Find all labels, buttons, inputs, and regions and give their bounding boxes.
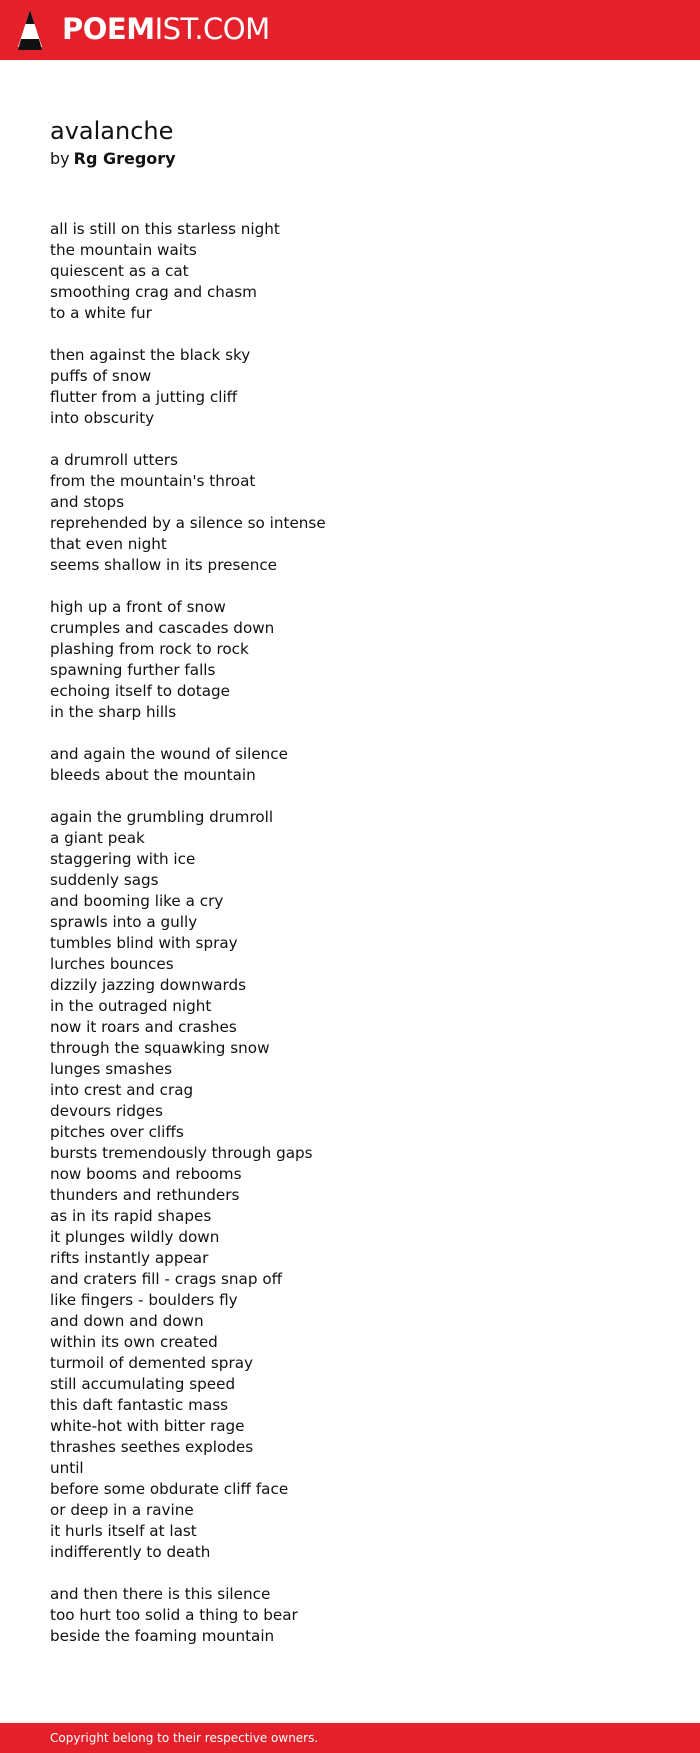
- poem-line: suddenly sags: [50, 871, 159, 889]
- poem-line: a drumroll utters: [50, 451, 178, 469]
- poem-line: now it roars and crashes: [50, 1018, 237, 1036]
- poem-line: thunders and rethunders: [50, 1186, 240, 1204]
- poem-line: turmoil of demented spray: [50, 1354, 253, 1372]
- poem-stanza: [50, 1584, 650, 1647]
- poem-line: seems shallow in its presence: [50, 556, 278, 574]
- poem-line: then against the black sky: [50, 346, 251, 364]
- poem-line: pitches over cliffs: [50, 1123, 184, 1141]
- poem-stanza: [50, 807, 650, 1563]
- poem-stanza: [50, 744, 650, 786]
- copyright-text: Copyright belong to their respective owners.: [50, 1731, 319, 1745]
- poem-line: until: [50, 1459, 84, 1477]
- poem-line: indifferently to death: [50, 1543, 211, 1561]
- poem-line: puffs of snow: [50, 367, 152, 385]
- poem-line: it plunges wildly down: [50, 1228, 220, 1246]
- poem-line: plashing from rock to rock: [50, 640, 249, 658]
- by-label: by: [50, 149, 70, 168]
- poem-line: echoing itself to dotage: [50, 682, 231, 700]
- poem-line: thrashes seethes explodes: [50, 1438, 254, 1456]
- poem-line: white-hot with bitter rage: [50, 1417, 245, 1435]
- poem-line: into obscurity: [50, 409, 155, 427]
- poem-line: devours ridges: [50, 1102, 163, 1120]
- poem-title: avalanche: [50, 117, 174, 145]
- poem-line: and booming like a cry: [50, 892, 224, 910]
- poem-stanza: [50, 450, 650, 576]
- poem-body: [50, 219, 650, 1668]
- poem-line: staggering with ice: [50, 850, 196, 868]
- pencil-tip-icon[interactable]: [17, 9, 43, 51]
- poem-line: and again the wound of silence: [50, 745, 288, 763]
- logo-text-light: IST.COM: [154, 12, 270, 46]
- poem-line: reprehended by a silence so intense: [50, 514, 326, 532]
- poem-line: high up a front of snow: [50, 598, 226, 616]
- poem-line: it hurls itself at last: [50, 1522, 197, 1540]
- poem-line: and craters fill - crags snap off: [50, 1270, 283, 1288]
- poem-line: lunges smashes: [50, 1060, 173, 1078]
- poem-line: through the squawking snow: [50, 1039, 270, 1057]
- poem-line: flutter from a jutting cliff: [50, 388, 238, 406]
- site-footer: [0, 1723, 700, 1753]
- poem-line: this daft fantastic mass: [50, 1396, 229, 1414]
- author-name: Rg Gregory: [73, 149, 176, 168]
- poem-line: still accumulating speed: [50, 1375, 236, 1393]
- byline: [50, 147, 176, 171]
- poem-line: bleeds about the mountain: [50, 766, 256, 784]
- poem-line: or deep in a ravine: [50, 1501, 194, 1519]
- site-header: [0, 0, 700, 60]
- poem-line: and stops: [50, 493, 125, 511]
- poem-line: and then there is this silence: [50, 1585, 271, 1603]
- poem-line: rifts instantly appear: [50, 1249, 209, 1267]
- poem-line: tumbles blind with spray: [50, 934, 238, 952]
- poem-line: bursts tremendously through gaps: [50, 1144, 313, 1162]
- poem-line: lurches bounces: [50, 955, 174, 973]
- poem-line: now booms and rebooms: [50, 1165, 242, 1183]
- poem-stanza: [50, 219, 650, 324]
- poem-line: quiescent as a cat: [50, 262, 189, 280]
- poem-line: smoothing crag and chasm: [50, 283, 257, 301]
- poem-line: to a white fur: [50, 304, 152, 322]
- poem-line: all is still on this starless night: [50, 220, 280, 238]
- poem-line: crumples and cascades down: [50, 619, 275, 637]
- poem-line: from the mountain's throat: [50, 472, 256, 490]
- poem-line: again the grumbling drumroll: [50, 808, 274, 826]
- poem-line: spawning further falls: [50, 661, 216, 679]
- poem-line: within its own created: [50, 1333, 218, 1351]
- poem-line: dizzily jazzing downwards: [50, 976, 247, 994]
- poem-line: like fingers - boulders fly: [50, 1291, 238, 1309]
- poem-line: into crest and crag: [50, 1081, 194, 1099]
- poem-line: beside the foaming mountain: [50, 1627, 275, 1645]
- logo-text-bold: POEM: [62, 12, 155, 46]
- poem-line: the mountain waits: [50, 241, 197, 259]
- site-logo[interactable]: [62, 11, 270, 47]
- poem-line: and down and down: [50, 1312, 204, 1330]
- poem-stanza: [50, 345, 650, 429]
- poem-line: in the sharp hills: [50, 703, 177, 721]
- poem-stanza: [50, 597, 650, 723]
- poem-line: a giant peak: [50, 829, 145, 847]
- poem-line: as in its rapid shapes: [50, 1207, 212, 1225]
- poem-line: before some obdurate cliff face: [50, 1480, 289, 1498]
- poem-line: too hurt too solid a thing to bear: [50, 1606, 298, 1624]
- poem-line: in the outraged night: [50, 997, 212, 1015]
- poem-line: that even night: [50, 535, 167, 553]
- poem-line: sprawls into a gully: [50, 913, 198, 931]
